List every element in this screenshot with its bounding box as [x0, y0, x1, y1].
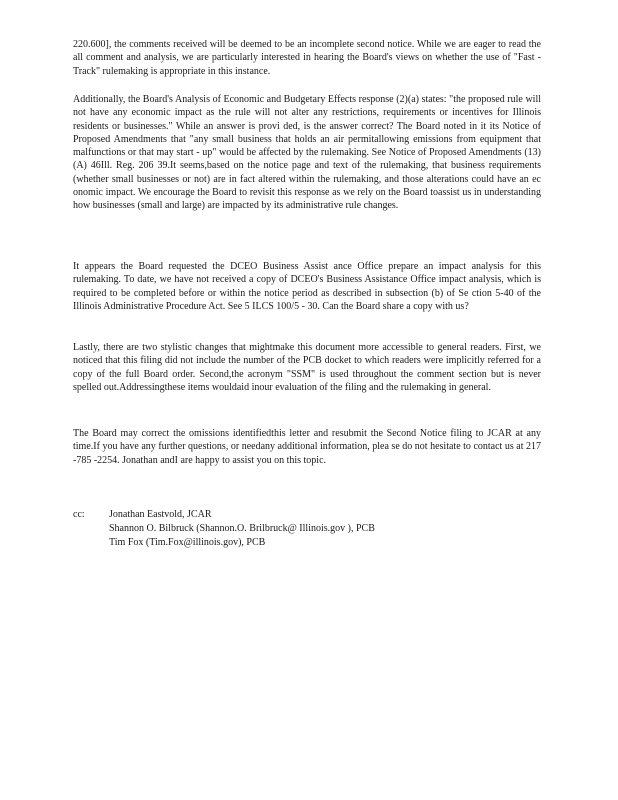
paragraph-stylistic-changes: Lastly, there are two stylistic changes that mightmake this document more accessible to general readers. First, we noticed that this filing did not include the number of the PCB docket to which readers were implicitly referred for a copy of the full Board order. Second,the acronym "SSM" is used throughout the comment section but is never spelled out.Addressingthese items wouldaid inour evaluation of the filing and the rulemaking in general.	[73, 342, 541, 393]
cc-label: cc:	[73, 509, 85, 520]
paragraph-dceo-impact-analysis: It appears the Board requested the DCEO Business Assist ance Office prepare an impact analysis for this rulemaking. To date, we have not received a copy of DCEO's Business Assistance Office impact analysis, which is required to be completed before or within the notice period as described in subsection (b) of Se ction 5-40 of the Illinois Administrative Procedure Act. See 5 ILCS 100/5 - 30. Can the Board share a copy with us?	[73, 261, 541, 312]
cc-recipient-list	[109, 508, 539, 550]
cc-recipient: Jonathan Eastvold, JCAR	[109, 509, 212, 520]
cc-recipient: Shannon O. Bilbruck (Shannon.O. Brilbruck@ Illinois.gov ), PCB	[109, 523, 375, 534]
paragraph-fast-track: 220.600], the comments received will be deemed to be an incomplete second notice. While we are eager to read the all comment and analysis, we are particularly interested in hearing the Board's views on whether the use of "Fast -Track" rulemaking is appropriate in this instance.	[73, 39, 541, 77]
paragraph-closing: The Board may correct the omissions identifiedthis letter and resubmit the Second Notice filing to JCAR at any time.If you have any further questions, or needany additional information, plea se do not hesitate to contact us at 217 -785 -2254. Jonathan andI are happy to assist you on this topic.	[73, 428, 541, 466]
cc-recipient: Tim Fox (Tim.Fox@illinois.gov), PCB	[109, 537, 266, 548]
paragraph-economic-analysis: Additionally, the Board's Analysis of Economic and Budgetary Effects response (2)(a) states: "the proposed rule will not have any economic impact as the rule will not alter any restrictions, requirements or incentives for Illinois residents or businesses." While an answer is provi ded, is the answer correct? The Board noted in it its Notice of Proposed Amendments that "any small business that holds an air permitallowing emissions from equipment that malfunctions or that may start - up" would be affected by the rulemaking. See Notice of Proposed Amendments (13)(A) 46Ill. Reg. 206 39.It seems,based on the notice page and text of the rulemaking, that business requirements (whether small businesses or not) are in fact altered within the rulemaking, and those alterations could have an ec onomic impact. We encourage the Board to revisit this response as we rely on the Board toassist us in understanding how businesses (small and large) are impacted by its administrative rule changes.	[73, 94, 541, 212]
